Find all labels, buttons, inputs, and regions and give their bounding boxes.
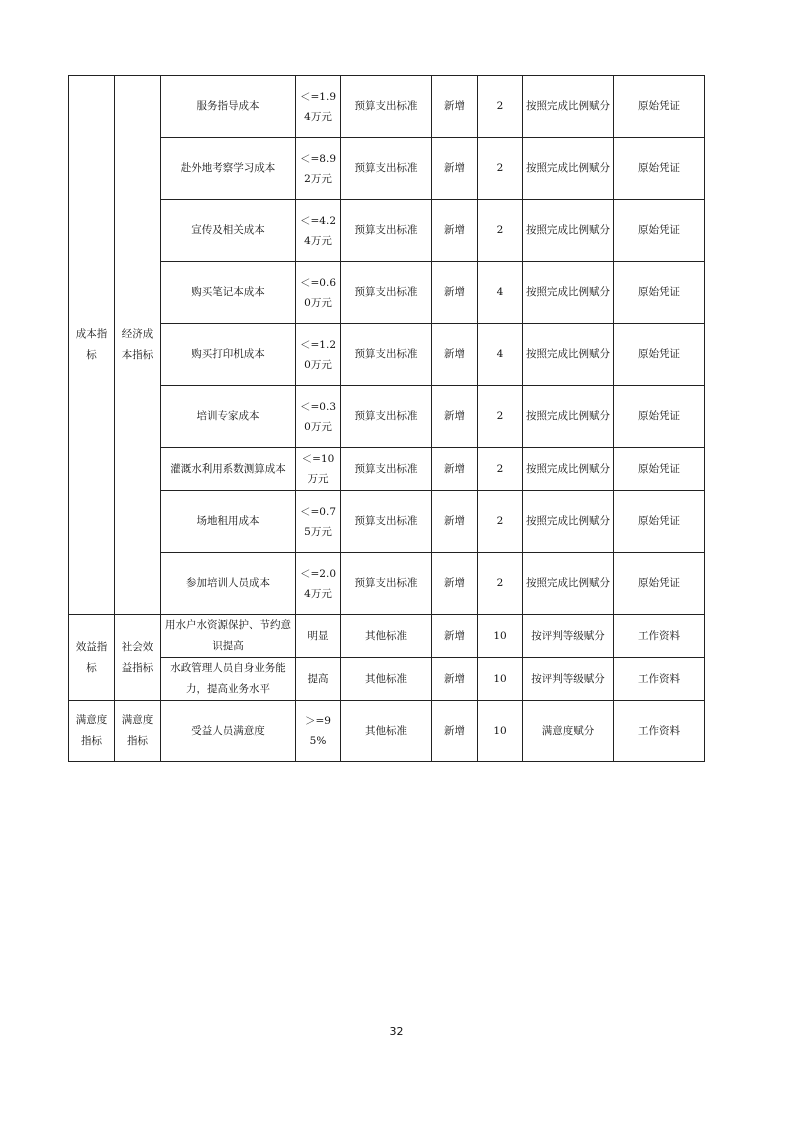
scoring-method-cell: 按照完成比例赋分 — [523, 200, 614, 262]
evidence-cell: 原始凭证 — [614, 262, 705, 324]
indicator-name-cell: 培训专家成本 — [161, 386, 296, 448]
indicator-name-cell: 灌溉水利用系数测算成本 — [161, 448, 296, 491]
evidence-cell: 原始凭证 — [614, 76, 705, 138]
table-row — [69, 615, 705, 658]
level1-indicator-cell: 满意度指标 — [69, 701, 115, 762]
table-row — [69, 76, 705, 138]
weight-cell: 2 — [478, 200, 523, 262]
indicator-value-cell: ＜=0.75万元 — [296, 491, 341, 553]
type-cell: 新增 — [432, 262, 478, 324]
indicator-name-cell: 赴外地考察学习成本 — [161, 138, 296, 200]
indicator-value-cell: 提高 — [296, 658, 341, 701]
indicator-name-cell: 购买打印机成本 — [161, 324, 296, 386]
evidence-cell: 原始凭证 — [614, 386, 705, 448]
scoring-method-cell: 按照完成比例赋分 — [523, 138, 614, 200]
type-cell: 新增 — [432, 386, 478, 448]
indicator-value-cell: ＜=8.92万元 — [296, 138, 341, 200]
table-row — [69, 200, 705, 262]
table-row — [69, 386, 705, 448]
table-row — [69, 658, 705, 701]
standard-cell: 预算支出标准 — [341, 200, 432, 262]
scoring-method-cell: 按照完成比例赋分 — [523, 324, 614, 386]
weight-cell: 2 — [478, 491, 523, 553]
standard-cell: 预算支出标准 — [341, 324, 432, 386]
standard-cell: 预算支出标准 — [341, 448, 432, 491]
table-row — [69, 262, 705, 324]
type-cell: 新增 — [432, 658, 478, 701]
scoring-method-cell: 按照完成比例赋分 — [523, 448, 614, 491]
indicator-name-cell: 水政管理人员自身业务能力，提高业务水平 — [161, 658, 296, 701]
standard-cell: 预算支出标准 — [341, 76, 432, 138]
evidence-cell: 工作资料 — [614, 658, 705, 701]
type-cell: 新增 — [432, 138, 478, 200]
indicator-name-cell: 受益人员满意度 — [161, 701, 296, 762]
evidence-cell: 工作资料 — [614, 701, 705, 762]
standard-cell: 预算支出标准 — [341, 262, 432, 324]
indicator-value-cell: ＜=10万元 — [296, 448, 341, 491]
table-row — [69, 491, 705, 553]
indicator-name-cell: 参加培训人员成本 — [161, 553, 296, 615]
weight-cell: 10 — [478, 615, 523, 658]
indicator-table-container — [68, 75, 704, 762]
type-cell: 新增 — [432, 200, 478, 262]
indicator-value-cell: ＜=0.60万元 — [296, 262, 341, 324]
standard-cell: 预算支出标准 — [341, 386, 432, 448]
weight-cell: 4 — [478, 324, 523, 386]
weight-cell: 2 — [478, 138, 523, 200]
evidence-cell: 工作资料 — [614, 615, 705, 658]
weight-cell: 2 — [478, 386, 523, 448]
indicator-value-cell: ＜=1.20万元 — [296, 324, 341, 386]
scoring-method-cell: 按评判等级赋分 — [523, 658, 614, 701]
page-number: 32 — [389, 1025, 404, 1038]
type-cell: 新增 — [432, 701, 478, 762]
type-cell: 新增 — [432, 448, 478, 491]
indicator-value-cell: ＞=95% — [296, 701, 341, 762]
table-row — [69, 701, 705, 762]
type-cell: 新增 — [432, 76, 478, 138]
evidence-cell: 原始凭证 — [614, 448, 705, 491]
weight-cell: 2 — [478, 76, 523, 138]
type-cell: 新增 — [432, 324, 478, 386]
scoring-method-cell: 按照完成比例赋分 — [523, 262, 614, 324]
type-cell: 新增 — [432, 615, 478, 658]
evidence-cell: 原始凭证 — [614, 491, 705, 553]
level1-indicator-cell: 成本指标 — [69, 76, 115, 615]
indicator-name-cell: 服务指导成本 — [161, 76, 296, 138]
indicator-value-cell: ＜=2.04万元 — [296, 553, 341, 615]
weight-cell: 2 — [478, 553, 523, 615]
evidence-cell: 原始凭证 — [614, 138, 705, 200]
indicator-value-cell: 明显 — [296, 615, 341, 658]
evidence-cell: 原始凭证 — [614, 553, 705, 615]
indicator-name-cell: 场地租用成本 — [161, 491, 296, 553]
level2-indicator-cell: 经济成本指标 — [115, 76, 161, 615]
standard-cell: 其他标准 — [341, 615, 432, 658]
indicator-value-cell: ＜=1.94万元 — [296, 76, 341, 138]
scoring-method-cell: 按照完成比例赋分 — [523, 553, 614, 615]
scoring-method-cell: 按照完成比例赋分 — [523, 386, 614, 448]
scoring-method-cell: 按评判等级赋分 — [523, 615, 614, 658]
table-row — [69, 138, 705, 200]
table-row — [69, 553, 705, 615]
scoring-method-cell: 按照完成比例赋分 — [523, 491, 614, 553]
table-row — [69, 448, 705, 491]
weight-cell: 10 — [478, 658, 523, 701]
indicator-value-cell: ＜=4.24万元 — [296, 200, 341, 262]
evidence-cell: 原始凭证 — [614, 200, 705, 262]
scoring-method-cell: 按照完成比例赋分 — [523, 76, 614, 138]
performance-indicator-table — [68, 75, 705, 762]
weight-cell: 2 — [478, 448, 523, 491]
level2-indicator-cell: 社会效益指标 — [115, 615, 161, 701]
type-cell: 新增 — [432, 491, 478, 553]
indicator-name-cell: 宣传及相关成本 — [161, 200, 296, 262]
level1-indicator-cell: 效益指标 — [69, 615, 115, 701]
indicator-name-cell: 用水户水资源保护、节约意识提高 — [161, 615, 296, 658]
weight-cell: 10 — [478, 701, 523, 762]
standard-cell: 预算支出标准 — [341, 138, 432, 200]
indicator-name-cell: 购买笔记本成本 — [161, 262, 296, 324]
standard-cell: 预算支出标准 — [341, 553, 432, 615]
type-cell: 新增 — [432, 553, 478, 615]
level2-indicator-cell: 满意度指标 — [115, 701, 161, 762]
scoring-method-cell: 满意度赋分 — [523, 701, 614, 762]
standard-cell: 预算支出标准 — [341, 491, 432, 553]
standard-cell: 其他标准 — [341, 658, 432, 701]
table-row — [69, 324, 705, 386]
indicator-value-cell: ＜=0.30万元 — [296, 386, 341, 448]
standard-cell: 其他标准 — [341, 701, 432, 762]
evidence-cell: 原始凭证 — [614, 324, 705, 386]
weight-cell: 4 — [478, 262, 523, 324]
